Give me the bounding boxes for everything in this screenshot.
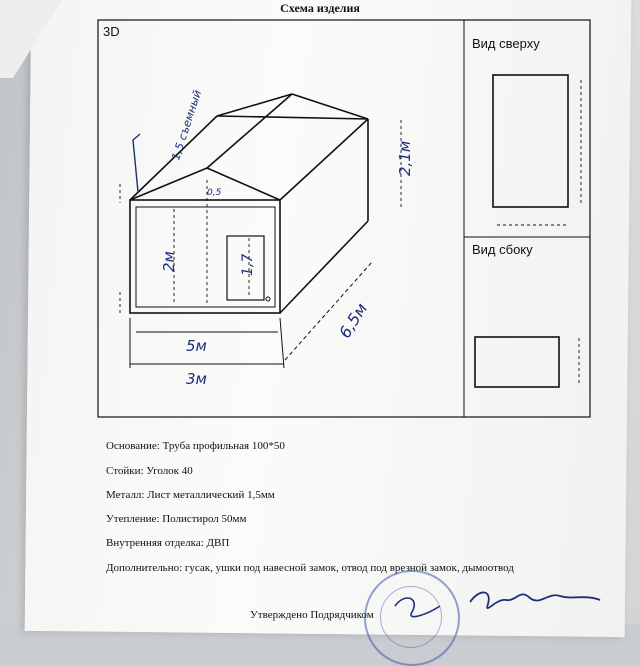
roof-eave	[217, 116, 368, 119]
roof-right-edge	[280, 119, 368, 200]
hand-height-left: 2м	[160, 251, 178, 272]
ext-right	[280, 318, 284, 368]
top-view	[493, 75, 581, 225]
front-face	[130, 200, 280, 313]
hand-door: 1,7	[240, 253, 256, 276]
hand-height-right: 2,1м	[396, 140, 414, 176]
hand-width-base: 3м	[186, 370, 207, 388]
side-view	[475, 337, 579, 387]
iso-dimensions-solid	[130, 262, 372, 368]
side-view-label: Вид сбоку	[472, 242, 533, 257]
front-gable	[130, 168, 280, 200]
spec-insulation: Утепление: Полистирол 50мм	[106, 513, 247, 525]
hand-width-front: 5м	[186, 337, 207, 355]
spec-interior: Внутренняя отделка: ДВП	[106, 537, 230, 549]
approval-line: Утверждено Подрядчиком	[250, 609, 374, 621]
spec-posts: Стойки: Уголок 40	[106, 465, 193, 477]
door-handle	[266, 297, 270, 301]
side-view-outline	[475, 337, 559, 387]
spec-base: Основание: Труба профильная 100*50	[106, 440, 285, 452]
signature	[470, 592, 600, 608]
hand-depth: 6,5м	[335, 299, 372, 342]
hand-chimney: 1,5 съемный	[169, 88, 205, 162]
chimney	[133, 134, 140, 192]
top-view-label: Вид сверху	[472, 36, 540, 51]
contractor-stamp	[364, 570, 460, 666]
roof-ridge-front	[207, 94, 292, 168]
hand-ridge: 0,5	[207, 188, 222, 198]
roof-slope-left	[217, 94, 292, 116]
drawing-frame	[98, 20, 590, 417]
spec-metal: Металл: Лист металлический 1,5мм	[106, 489, 275, 501]
roof-slope-back	[292, 94, 368, 119]
iso-dimensions	[120, 120, 401, 313]
spec-extras: Дополнительно: гусак, ушки под навесной замок, отвод под врезной замок, дымоотвод	[106, 562, 514, 574]
side-bottom-edge	[280, 221, 368, 313]
iso-view-label: 3D	[103, 24, 120, 39]
top-view-outline	[493, 75, 568, 207]
document-title: Схема изделия	[280, 1, 360, 15]
